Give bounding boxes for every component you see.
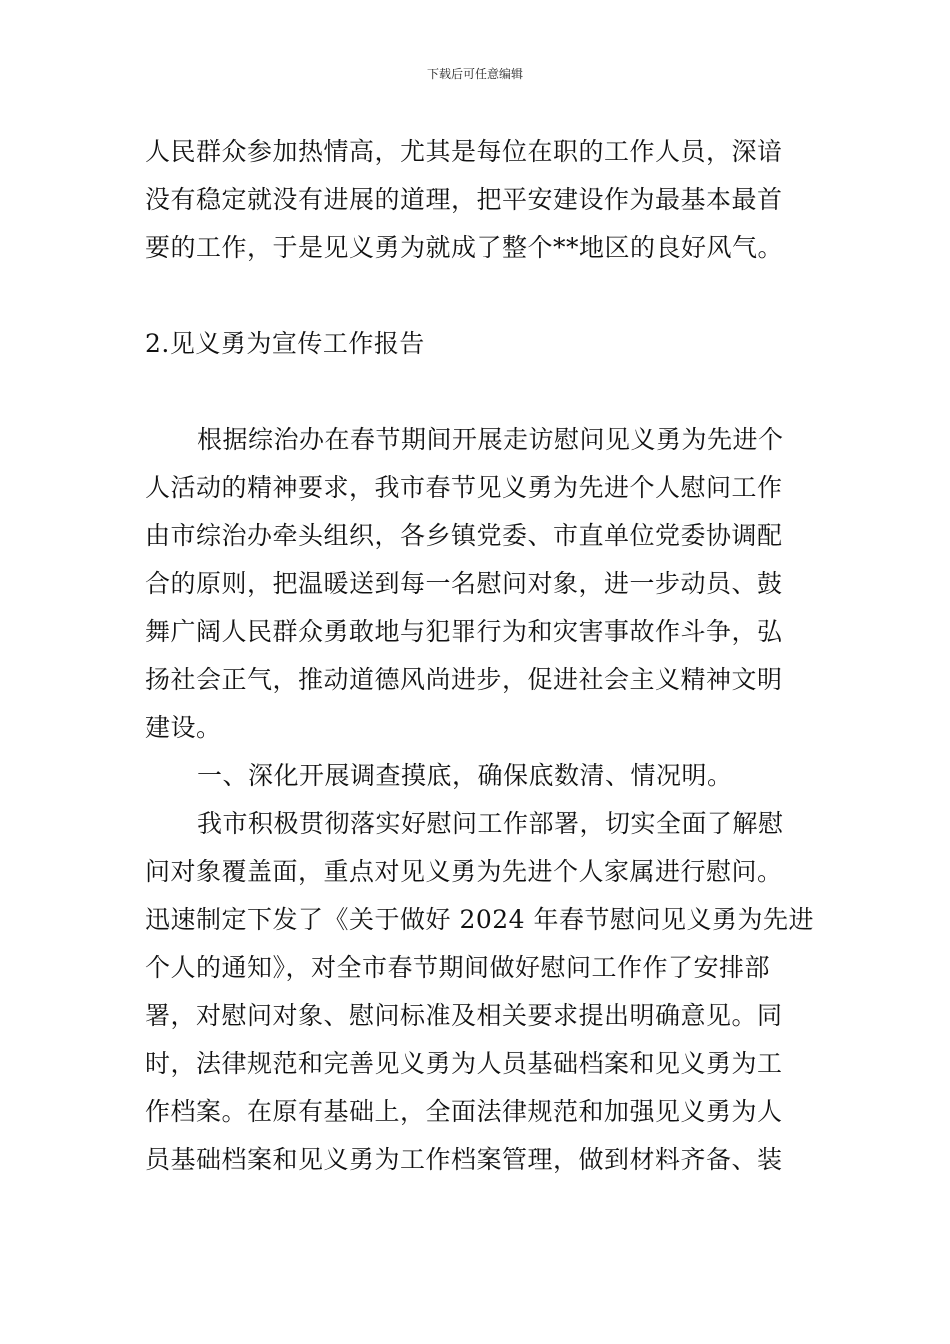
paragraph-line: 由市综治办牵头组织，各乡镇党委、市直单位党委协调配 bbox=[145, 521, 783, 550]
paragraph-line: 人活动的精神要求，我市春节见义勇为先进个人慰问工作 bbox=[145, 473, 783, 502]
paragraph-line: 人民群众参加热情高，尤其是每位在职的工作人员，深谙 bbox=[145, 137, 783, 166]
paragraph-line: 建设。 bbox=[145, 713, 222, 742]
paragraph-line: 问对象覆盖面，重点对见义勇为先进个人家属进行慰问。 bbox=[145, 857, 783, 886]
paragraph-line: 根据综治办在春节期间开展走访慰问见义勇为先进个 bbox=[197, 425, 784, 454]
paragraph-line: 作档案。在原有基础上，全面法律规范和加强见义勇为人 bbox=[145, 1097, 783, 1126]
paragraph-line: 迅速制定下发了《关于做好 2024 年春节慰问见义勇为先进 bbox=[145, 905, 815, 934]
subsection-heading: 一、深化开展调查摸底，确保底数清、情况明。 bbox=[197, 761, 733, 790]
document-body bbox=[145, 128, 815, 1184]
paragraph-line: 合的原则，把温暖送到每一名慰问对象，进一步动员、鼓 bbox=[145, 569, 783, 598]
paragraph-line: 时，法律规范和完善见义勇为人员基础档案和见义勇为工 bbox=[145, 1049, 783, 1078]
paragraph-line: 要的工作，于是见义勇为就成了整个**地区的良好风气。 bbox=[145, 233, 784, 262]
paragraph-line: 舞广阔人民群众勇敢地与犯罪行为和灾害事故作斗争，弘 bbox=[145, 617, 783, 646]
paragraph-line: 个人的通知》，对全市春节期间做好慰问工作作了安排部 bbox=[145, 953, 771, 982]
paragraph-line: 署，对慰问对象、慰问标准及相关要求提出明确意见。同 bbox=[145, 1001, 783, 1030]
paragraph-line: 我市积极贯彻落实好慰问工作部署，切实全面了解慰 bbox=[197, 809, 784, 838]
paragraph-line: 扬社会正气，推动道德风尚进步，促进社会主义精神文明 bbox=[145, 665, 783, 694]
paragraph-line: 员基础档案和见义勇为工作档案管理，做到材料齐备、装 bbox=[145, 1145, 783, 1174]
section-heading: 2.见义勇为宣传工作报告 bbox=[145, 329, 425, 358]
page-header: 下载后可任意编辑 bbox=[426, 67, 523, 81]
paragraph-line: 没有稳定就没有进展的道理，把平安建设作为最基本最首 bbox=[145, 185, 783, 214]
